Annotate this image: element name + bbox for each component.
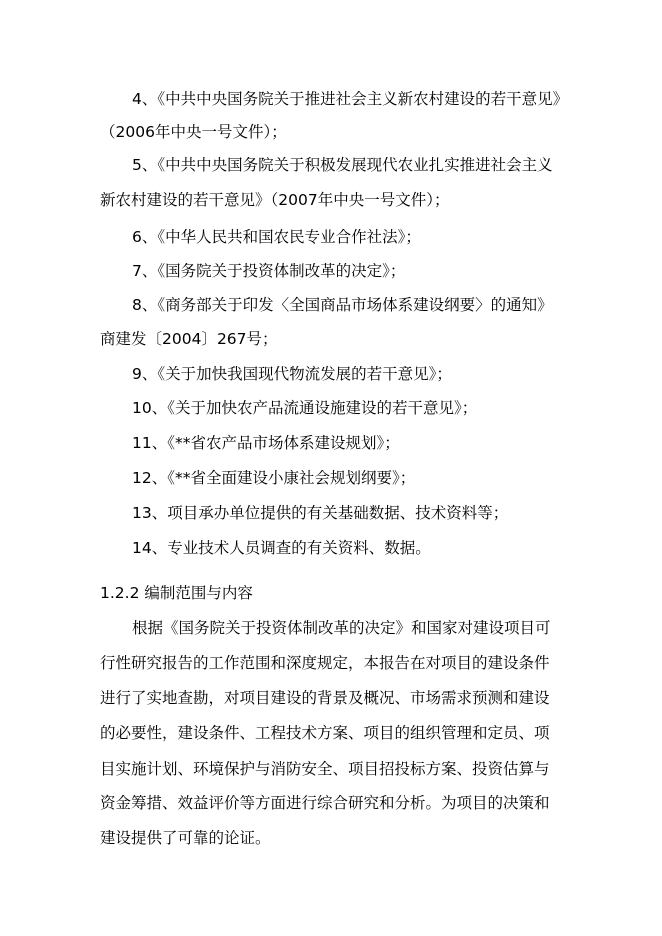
paragraph-line: 的必要性，建设条件、工程技术方案、项目的组织管理和定员、项 xyxy=(100,724,550,742)
list-item-8-continuation: 商建发〔2004〕267号； xyxy=(100,330,278,348)
paragraph-line: 目实施计划、环境保护与消防安全、项目招投标方案、投资估算与 xyxy=(100,760,550,778)
list-item-8: 8、《商务部关于印发〈全国商品市场体系建设纲要〉的通知》 xyxy=(132,296,553,314)
paragraph-line: 建设提供了可靠的论证。 xyxy=(100,829,271,847)
list-item-11: 11、《**省农产品市场体系建设规划》； xyxy=(132,434,400,452)
paragraph-line: 资金筹措、效益评价等方面进行综合研究和分析。为项目的决策和 xyxy=(100,794,550,812)
list-item-9: 9、《关于加快我国现代物流发展的若干意见》； xyxy=(132,365,452,383)
list-item-13: 13、项目承办单位提供的有关基础数据、技术资料等； xyxy=(132,504,509,522)
list-item-4-continuation: （2006年中央一号文件）； xyxy=(100,123,287,141)
list-item-6: 6、《中华人民共和国农民专业合作社法》； xyxy=(132,228,421,246)
list-item-5-continuation: 新农村建设的若干意见》（2007年中央一号文件）； xyxy=(100,191,450,209)
list-item-5: 5、《中共中央国务院关于积极发展现代农业扎实推进社会主义 xyxy=(132,156,553,174)
list-item-7: 7、《国务院关于投资体制改革的决定》； xyxy=(132,262,406,280)
list-item-14: 14、专业技术人员调查的有关资料、数据。 xyxy=(132,539,431,557)
paragraph-line: 行性研究报告的工作范围和深度规定，本报告在对项目的建设条件 xyxy=(100,654,550,672)
paragraph-line: 进行了实地查勘，对项目建设的背景及概况、市场需求预测和建设 xyxy=(100,689,550,707)
list-item-10: 10、《关于加快农产品流通设施建设的若干意见》； xyxy=(132,399,478,417)
list-item-12: 12、《**省全面建设小康社会规划纲要》； xyxy=(132,469,416,487)
section-heading: 1.2.2 编制范围与内容 xyxy=(100,584,253,602)
paragraph-line: 根据《国务院关于投资体制改革的决定》和国家对建设项目可 xyxy=(132,619,551,637)
list-item-4: 4、《中共中央国务院关于推进社会主义新农村建设的若干意见》 xyxy=(132,90,569,108)
